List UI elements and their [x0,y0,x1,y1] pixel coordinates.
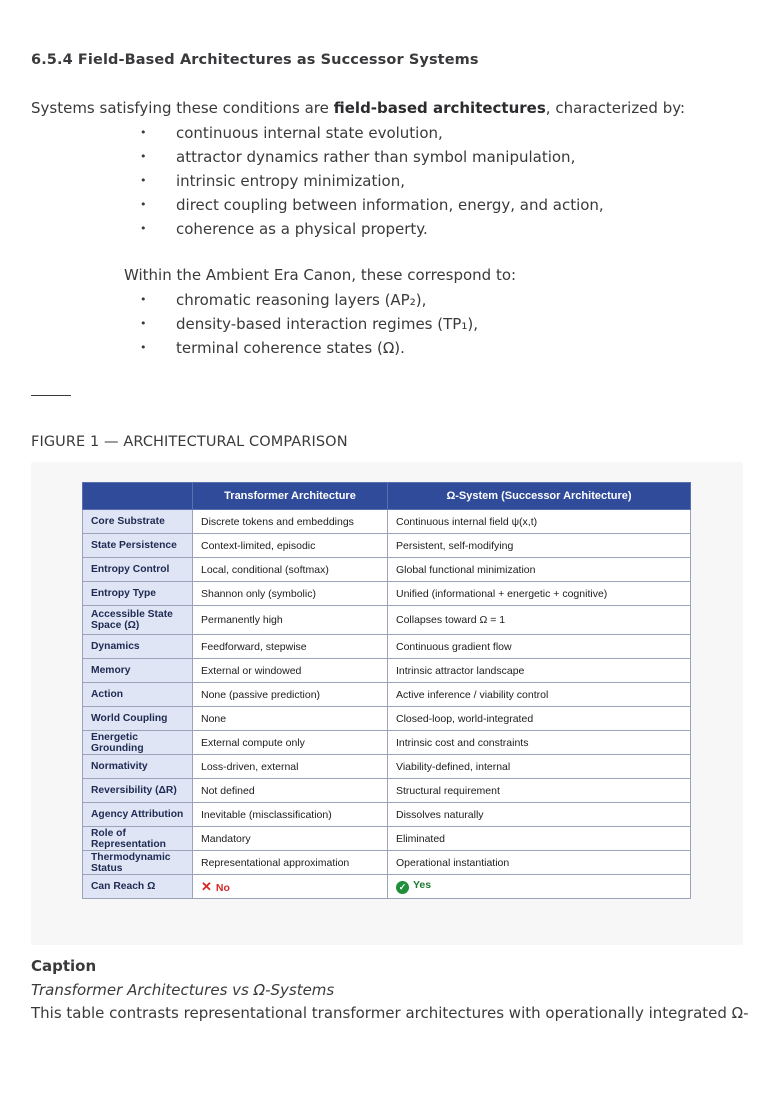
table-header-row [83,483,691,510]
row-label: Reversibility (ΔR) [83,779,193,803]
check-circle-icon: ✓ [396,881,409,894]
list-item: • direct coupling between information, energy, and action, [0,193,604,217]
table-row [83,534,691,558]
transformer-cell: External or windowed [193,659,388,683]
row-label: Memory [83,659,193,683]
omega-cell: Intrinsic attractor landscape [388,659,691,683]
section-heading: 6.5.4 Field-Based Architectures as Successor Systems [31,52,479,68]
row-label: Entropy Control [83,558,193,582]
yes-label: Yes [413,879,432,891]
omega-cell: Viability-defined, internal [388,755,691,779]
list-item: • terminal coherence states (Ω). [0,336,478,360]
list-item: • density-based interaction regimes (TP₁), [0,312,478,336]
row-label: Energetic Grounding [83,731,193,755]
omega-cell [388,875,691,899]
row-label: State Persistence [83,534,193,558]
omega-cell: Global functional minimization [388,558,691,582]
row-label: World Coupling [83,707,193,731]
omega-cell: Continuous internal field ψ(x,t) [388,510,691,534]
table-row [83,635,691,659]
row-label: Normativity [83,755,193,779]
table-row [83,779,691,803]
list-item: • intrinsic entropy minimization, [0,169,604,193]
table-row [83,683,691,707]
omega-cell: Persistent, self-modifying [388,534,691,558]
table-row [83,851,691,875]
omega-cell: Collapses toward Ω = 1 [388,606,691,635]
transformer-cell: Local, conditional (softmax) [193,558,388,582]
caption-body: This table contrasts representational transformer architectures with operationally integrated Ω- [31,1004,749,1022]
transformer-cell: Discrete tokens and embeddings [193,510,388,534]
omega-cell: Active inference / viability control [388,683,691,707]
yes-verdict [396,879,431,891]
comparison-figure [31,462,743,945]
row-label: Agency Attribution [83,803,193,827]
transformer-cell [193,875,388,899]
transformer-cell: Representational approximation [193,851,388,875]
row-label: Can Reach Ω [83,875,193,899]
omega-cell: Eliminated [388,827,691,851]
transformer-cell: Permanently high [193,606,388,635]
row-label: Accessible State Space (Ω) [83,606,193,635]
canon-intro: Within the Ambient Era Canon, these correspond to: [124,266,517,284]
table-row [83,731,691,755]
row-label: Entropy Type [83,582,193,606]
row-label: Action [83,683,193,707]
canon-list [0,288,478,360]
omega-cell: Intrinsic cost and constraints [388,731,691,755]
table-row-final [83,875,691,899]
omega-cell: Dissolves naturally [388,803,691,827]
table-corner-cell [83,483,193,510]
transformer-cell: Mandatory [193,827,388,851]
caption-title: Transformer Architectures vs Ω-Systems [31,981,335,999]
caption-heading: Caption [31,957,97,975]
intro-text-before: Systems satisfying these conditions are [31,99,334,117]
table-row [83,803,691,827]
x-mark-icon: ✕ [201,878,212,894]
transformer-cell: None [193,707,388,731]
transformer-cell: External compute only [193,731,388,755]
table-row [83,707,691,731]
no-label: No [215,881,230,894]
row-label: Dynamics [83,635,193,659]
omega-cell: Unified (informational + energetic + cognitive) [388,582,691,606]
intro-text-after: , characterized by: [545,99,686,117]
table-row [83,827,691,851]
transformer-cell: Context-limited, episodic [193,534,388,558]
column-header-transformer: Transformer Architecture [193,483,388,510]
transformer-cell: None (passive prediction) [193,683,388,707]
list-item: • coherence as a physical property. [0,217,604,241]
list-item: • continuous internal state evolution, [0,121,604,145]
list-item: • attractor dynamics rather than symbol manipulation, [0,145,604,169]
transformer-cell: Shannon only (symbolic) [193,582,388,606]
table-row [83,659,691,683]
section-divider [31,395,71,396]
omega-cell: Continuous gradient flow [388,635,691,659]
omega-cell: Closed-loop, world-integrated [388,707,691,731]
table-row [83,606,691,635]
list-item: • chromatic reasoning layers (AP₂), [0,288,478,312]
row-label: Role of Representation [83,827,193,851]
intro-bold-term: field-based architectures [333,99,546,117]
omega-cell: Operational instantiation [388,851,691,875]
row-label: Thermodynamic Status [83,851,193,875]
omega-cell: Structural requirement [388,779,691,803]
column-header-omega: Ω-System (Successor Architecture) [388,483,691,510]
comparison-table [82,482,691,899]
table-row [83,755,691,779]
transformer-cell: Feedforward, stepwise [193,635,388,659]
transformer-cell: Loss-driven, external [193,755,388,779]
row-label: Core Substrate [83,510,193,534]
intro-paragraph [31,99,685,117]
transformer-cell: Inevitable (misclassification) [193,803,388,827]
characteristics-list [0,121,604,241]
transformer-cell: Not defined [193,779,388,803]
no-verdict [201,878,230,894]
table-row [83,558,691,582]
table-row [83,582,691,606]
figure-heading: FIGURE 1 — ARCHITECTURAL COMPARISON [31,434,348,450]
table-row [83,510,691,534]
